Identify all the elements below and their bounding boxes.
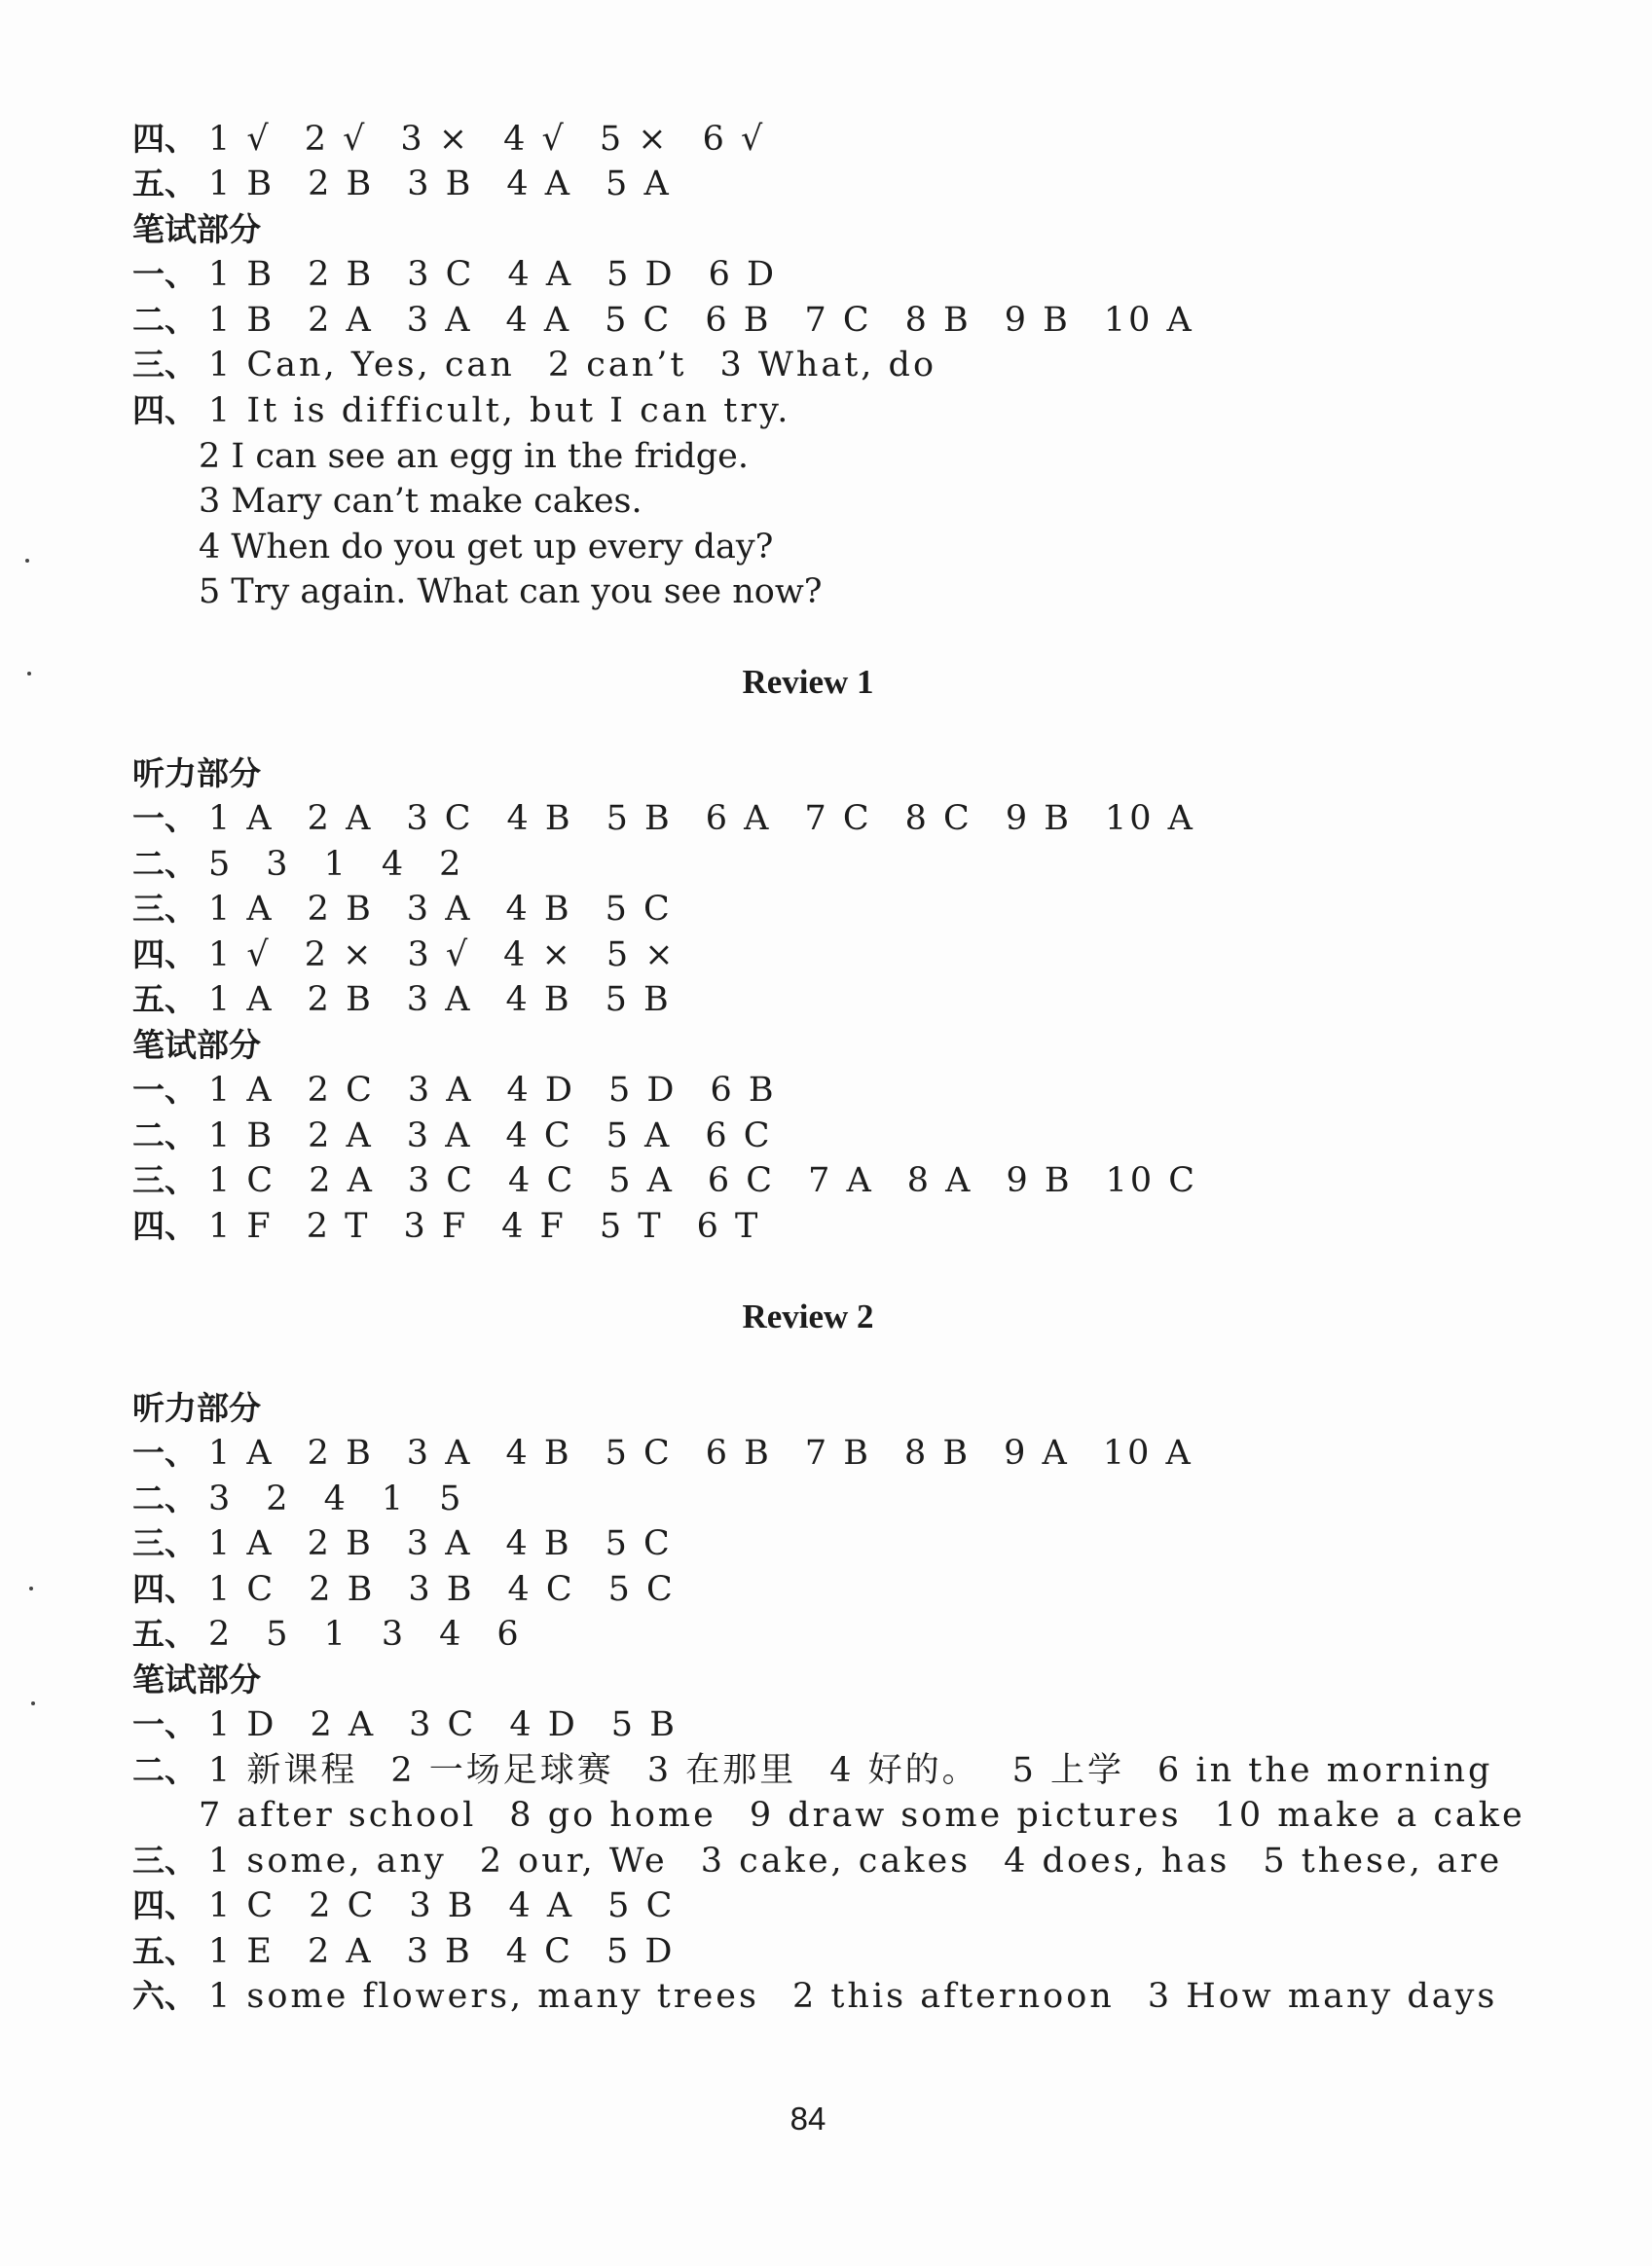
answer-item: 5 B (605, 980, 672, 1019)
answer-item: 4 √ (503, 120, 567, 159)
answer-line (132, 162, 705, 206)
answer-item: 4 B (505, 890, 572, 929)
answer-item: 4 F (501, 1207, 567, 1246)
answer-item: 3 C (407, 1161, 476, 1200)
written-section-heading: 笔试部分 (132, 1026, 261, 1064)
answer-item: 1 A (208, 890, 275, 929)
answer-item: 2 (208, 1615, 234, 1654)
question-number: 二、 (132, 1751, 197, 1789)
answer-items (208, 1932, 708, 1971)
answer-items (208, 935, 710, 974)
answer-item: 2 A (307, 799, 374, 838)
question-number: 一、 (132, 1434, 197, 1472)
answer-line (132, 1521, 706, 1566)
answer-line (132, 1204, 793, 1249)
answer-item: 10 A (1102, 1434, 1193, 1473)
answer-item: 5 D (606, 1932, 676, 1971)
answer-items (208, 1977, 1530, 2016)
answer-item: 5 A (608, 1161, 675, 1200)
question-number: 六、 (132, 1977, 197, 2015)
answer-line (132, 842, 496, 887)
answer-item: 8 go home (509, 1796, 716, 1835)
answer-item: 6 C (707, 1161, 776, 1200)
answer-item: 7 B (804, 1434, 872, 1473)
answer-item: 4 (439, 1615, 464, 1654)
answer-items (208, 255, 810, 294)
answer-item: 5 × (599, 120, 670, 159)
answer-items (208, 890, 706, 929)
question-number: 四、 (132, 1886, 197, 1924)
answer-item: 10 make a cake (1214, 1796, 1525, 1835)
answer-item: 4 C (505, 1932, 573, 1971)
answer-item: 2 A (308, 1116, 374, 1155)
answer-line (132, 1114, 806, 1158)
answer-items (208, 1161, 1230, 1200)
answer-item: 3 A (406, 1116, 473, 1155)
answer-item: 5 A (606, 164, 672, 203)
answer-item: 3 B (408, 1570, 475, 1609)
question-number: 三、 (132, 346, 197, 384)
answer-item: 4 B (505, 1524, 572, 1563)
answer-item: 1 新课程 (208, 1751, 358, 1790)
answer-item: 2 A (308, 301, 374, 340)
answer-item: 1 √ (208, 120, 272, 159)
question-number: 二、 (132, 845, 197, 883)
answer-item: 1 C (208, 1161, 276, 1200)
answer-item: 1 A (208, 1434, 275, 1473)
answer-item: 3 What, do (719, 346, 937, 384)
answer-line (132, 1929, 708, 1974)
answer-item: 3 × (400, 120, 471, 159)
answer-line (132, 1158, 1230, 1203)
answer-item: 7 C (804, 301, 872, 340)
answer-item: 1 A (208, 799, 275, 838)
answer-item: 5 B (610, 1705, 678, 1744)
review-1-title: Review 1 (742, 663, 874, 701)
answer-item: 1 some, any (208, 1842, 447, 1881)
answer-item: 5 (208, 845, 234, 884)
answer-item: 2 (439, 845, 464, 884)
answer-item: 4 (323, 1480, 349, 1518)
listening-section-heading: 听力部分 (132, 754, 261, 792)
answer-items (208, 1615, 555, 1654)
answer-item: 10 C (1105, 1161, 1198, 1200)
answer-item: 3 A (406, 980, 473, 1019)
answer-item: 3 B (409, 1886, 476, 1925)
written-section-heading: 笔试部分 (132, 1661, 261, 1699)
scan-speck (31, 1701, 35, 1705)
answer-item: 6 in the morning (1157, 1751, 1493, 1790)
answer-item: 8 B (904, 301, 972, 340)
question-number: 三、 (132, 1524, 197, 1562)
answer-item: 5 B (606, 799, 673, 838)
continuation-line: 3 Mary can’t make cakes. (199, 482, 642, 521)
answer-item: 6 B (705, 1434, 772, 1473)
answer-item: 4 B (506, 799, 573, 838)
answer-item: 2 B (308, 255, 375, 294)
question-number: 四、 (132, 391, 197, 429)
answer-item: 7 C (804, 799, 872, 838)
answer-item: 4 does, has (1004, 1842, 1230, 1881)
answer-item: 5 上学 (1011, 1751, 1125, 1790)
answer-items (208, 120, 798, 159)
answer-item: 9 B (1006, 1161, 1073, 1200)
answer-item: 4 (381, 845, 407, 884)
answer-item: 1 F (208, 1207, 274, 1246)
question-number: 二、 (132, 301, 197, 339)
answer-line (132, 388, 824, 433)
review-2-title: Review 2 (742, 1297, 874, 1335)
answer-item: 5 C (605, 890, 673, 929)
answer-item: 2 A (309, 1161, 375, 1200)
answer-item: 10 A (1103, 301, 1194, 340)
answer-item: 1 C (208, 1886, 276, 1925)
written-section-heading: 笔试部分 (132, 210, 261, 248)
answer-items (208, 346, 970, 384)
answer-line (132, 1839, 1535, 1883)
answer-items (208, 1116, 806, 1155)
answer-item: 1 B (208, 164, 275, 203)
answer-item: 5 C (607, 1570, 676, 1609)
answer-item: 1 B (208, 1116, 275, 1155)
answer-item: 1 B (208, 301, 275, 340)
answer-item: 2 this afternoon (791, 1977, 1115, 2016)
answer-item: 4 A (506, 164, 573, 203)
answer-line (132, 1567, 709, 1612)
answer-item: 9 A (1004, 1434, 1070, 1473)
answer-item: 9 B (1005, 799, 1072, 838)
answer-item: 3 F (403, 1207, 469, 1246)
answer-line (132, 117, 798, 162)
answer-items (208, 1842, 1535, 1881)
answer-item: 2 B (307, 1434, 374, 1473)
answer-item: 6 (496, 1615, 522, 1654)
answer-items (199, 1796, 1559, 1835)
answer-item: 3 B (407, 164, 474, 203)
answer-item: 3 C (406, 799, 474, 838)
answer-item: 1 A (208, 980, 275, 1019)
answer-item: 3 C (409, 1705, 477, 1744)
answer-item: 1 (381, 1480, 407, 1518)
answer-line (132, 977, 705, 1022)
answer-item: 5 (439, 1480, 464, 1518)
answer-line (132, 1974, 1530, 2019)
answer-item: 4 B (505, 980, 572, 1019)
answer-line (132, 887, 706, 932)
answer-item: 9 B (1004, 301, 1071, 340)
answer-items (208, 845, 496, 884)
answer-item: 1 D (208, 1705, 277, 1744)
answer-item: 5 D (608, 1071, 678, 1110)
answer-item: 2 (266, 1480, 291, 1518)
answer-item: 6 √ (702, 120, 766, 159)
answer-line (132, 932, 710, 977)
answer-item: 3 (208, 1480, 234, 1518)
answer-item: 1 A (208, 1524, 275, 1563)
answer-item: 4 × (503, 935, 573, 974)
answer-item: 2 B (309, 1570, 376, 1609)
answer-item: 3 C (407, 255, 475, 294)
answer-items (208, 1524, 706, 1563)
answer-item: 1 (323, 845, 349, 884)
answer-item: 3 B (406, 1932, 473, 1971)
question-number: 四、 (132, 120, 197, 158)
answer-item: 5 C (605, 1524, 673, 1563)
answer-item: 6 T (696, 1207, 761, 1246)
answer-items (208, 391, 824, 430)
answer-item: 1 A (208, 1071, 275, 1110)
answer-item: 5 these, are (1263, 1842, 1503, 1881)
answer-item: 8 C (904, 799, 973, 838)
answer-item: 4 C (507, 1570, 575, 1609)
answer-item: 1 Can, Yes, can (208, 346, 515, 384)
answer-line (132, 796, 1229, 841)
question-number: 四、 (132, 1207, 197, 1245)
question-number: 二、 (132, 1116, 197, 1154)
answer-item: 5 T (599, 1207, 664, 1246)
continuation-line (199, 1793, 1559, 1838)
answer-item: 6 D (708, 255, 778, 294)
answer-item: 2 一场足球赛 (390, 1751, 614, 1790)
answer-item: 1 √ (208, 935, 272, 974)
answer-item: 1 It is difficult, but I can try. (208, 391, 791, 430)
answer-items (208, 1570, 709, 1609)
question-number: 四、 (132, 1570, 197, 1608)
answer-item: 3 cake, cakes (700, 1842, 972, 1881)
answer-line (132, 1477, 496, 1521)
answer-items (208, 1705, 711, 1744)
answer-item: 2 B (308, 164, 375, 203)
answer-item: 2 our, We (479, 1842, 668, 1881)
scan-speck (27, 672, 31, 676)
question-number: 一、 (132, 1705, 197, 1743)
question-number: 五、 (132, 1615, 197, 1653)
answer-line (132, 1431, 1227, 1476)
answer-item: 2 A (310, 1705, 377, 1744)
question-number: 三、 (132, 1842, 197, 1880)
answer-item: 4 C (505, 1116, 573, 1155)
answer-item: 8 A (906, 1161, 973, 1200)
answer-item: 3 A (406, 1524, 473, 1563)
answer-item: 1 B (208, 255, 275, 294)
continuation-line: 4 When do you get up every day? (199, 528, 774, 566)
answer-line (132, 252, 810, 297)
answer-item: 4 好的。 (829, 1751, 979, 1790)
answer-item: 4 A (508, 1886, 575, 1925)
question-number: 一、 (132, 1071, 197, 1109)
answer-items (208, 1434, 1227, 1473)
question-number: 五、 (132, 1932, 197, 1970)
question-number: 二、 (132, 1480, 197, 1517)
answer-items (208, 1480, 496, 1518)
answer-item: 5 D (606, 255, 676, 294)
answer-item: 1 (323, 1615, 349, 1654)
continuation-line: 2 I can see an egg in the fridge. (199, 437, 750, 476)
answer-item: 1 C (208, 1570, 276, 1609)
answer-item: 4 D (509, 1705, 578, 1744)
answer-item: 2 B (307, 1524, 374, 1563)
answer-line (132, 298, 1228, 343)
question-number: 四、 (132, 935, 197, 973)
question-number: 五、 (132, 980, 197, 1018)
answer-item: 6 A (705, 799, 772, 838)
answer-item: 4 B (505, 1434, 572, 1473)
answer-item: 3 在那里 (646, 1751, 797, 1790)
answer-item: 3 A (406, 890, 473, 929)
answer-item: 3 √ (407, 935, 471, 974)
scan-speck (29, 1587, 33, 1590)
answer-items (208, 1886, 708, 1925)
answer-item: 2 × (304, 935, 375, 974)
answer-item: 2 √ (304, 120, 368, 159)
continuation-line: 5 Try again. What can you see now? (199, 572, 823, 611)
answer-item: 1 some flowers, many trees (208, 1977, 759, 2016)
page-number: 84 (789, 2101, 826, 2137)
answer-item: 6 B (705, 301, 772, 340)
answer-item: 7 after school (199, 1796, 477, 1835)
answer-item: 2 C (307, 1071, 375, 1110)
answer-item: 4 C (508, 1161, 576, 1200)
answer-line (132, 1612, 555, 1657)
answer-item: 2 can’t (547, 346, 687, 384)
answer-item: 3 A (407, 1071, 474, 1110)
answer-item: 5 C (605, 301, 673, 340)
answer-item: 2 A (307, 1932, 374, 1971)
answer-item: 5 (266, 1615, 291, 1654)
answer-item: 3 A (406, 301, 473, 340)
answer-items (208, 301, 1228, 340)
answer-item: 9 draw some pictures (749, 1796, 1182, 1835)
answer-item: 2 B (307, 980, 374, 1019)
answer-item: 7 A (808, 1161, 874, 1200)
answer-items (208, 980, 705, 1019)
answer-line (132, 1748, 1525, 1793)
answer-item: 5 C (607, 1886, 676, 1925)
answer-item: 5 × (606, 935, 677, 974)
question-number: 五、 (132, 164, 197, 202)
answer-item: 10 A (1104, 799, 1195, 838)
answer-item: 2 C (309, 1886, 377, 1925)
answer-item: 6 B (710, 1071, 777, 1110)
answer-item: 5 A (606, 1116, 673, 1155)
question-number: 一、 (132, 799, 197, 837)
question-number: 三、 (132, 890, 197, 928)
answer-item: 1 E (208, 1932, 275, 1971)
answer-line (132, 343, 970, 387)
answer-item: 4 D (506, 1071, 575, 1110)
answer-item: 3 How many days (1147, 1977, 1498, 2016)
answer-item: 3 A (406, 1434, 473, 1473)
answer-line (132, 1883, 708, 1928)
answer-items (208, 799, 1229, 838)
answer-item: 8 B (904, 1434, 972, 1473)
answer-item: 2 T (306, 1207, 371, 1246)
answer-line (132, 1702, 711, 1747)
answer-item: 4 A (507, 255, 574, 294)
answer-item: 6 C (705, 1116, 773, 1155)
answer-items (208, 1071, 810, 1110)
answer-item: 2 B (307, 890, 374, 929)
answer-item: 4 A (505, 301, 572, 340)
answer-item: 3 (266, 845, 291, 884)
question-number: 三、 (132, 1161, 197, 1199)
answer-item: 3 (381, 1615, 407, 1654)
listening-section-heading: 听力部分 (132, 1389, 261, 1427)
answer-line (132, 1068, 810, 1113)
answer-items (208, 164, 705, 203)
scan-speck (25, 559, 29, 563)
question-number: 一、 (132, 255, 197, 293)
answer-items (208, 1751, 1525, 1790)
answer-items (208, 1207, 793, 1246)
answer-item: 5 C (605, 1434, 673, 1473)
